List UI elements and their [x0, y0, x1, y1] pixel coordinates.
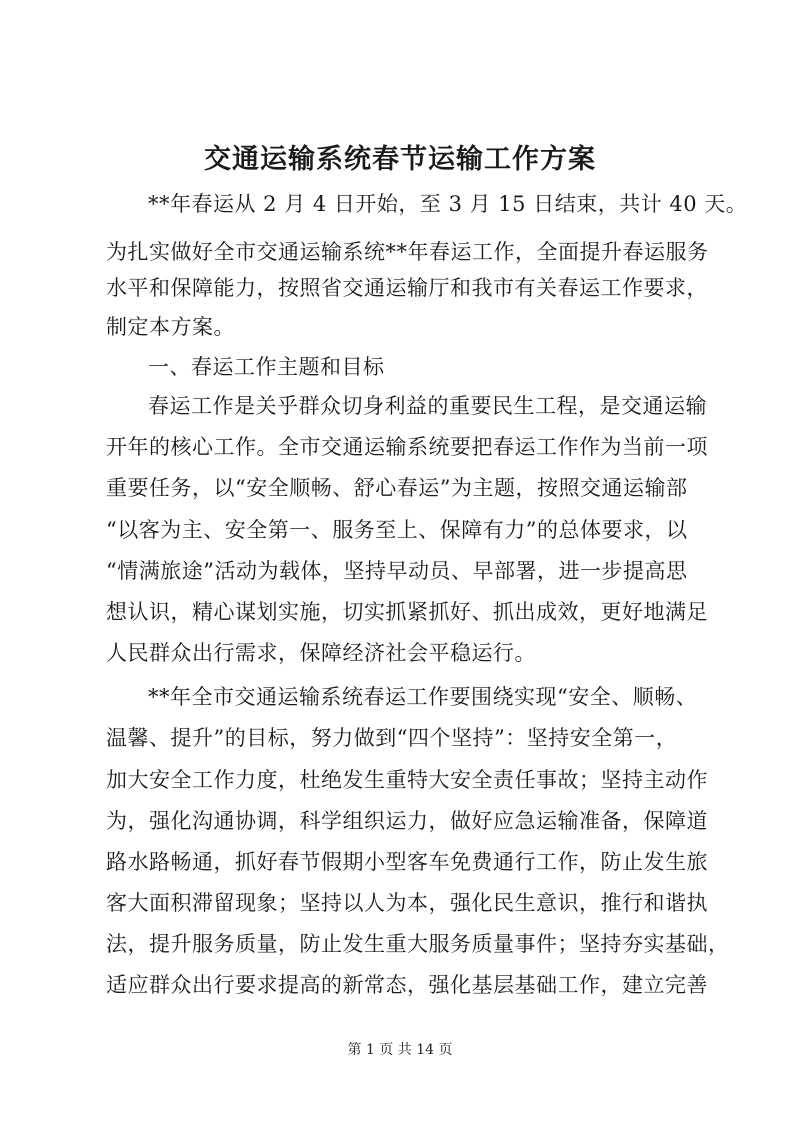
paragraph-line: 水平和保障能力，按照省交通运输厅和我市有关春运工作要求，	[106, 276, 708, 300]
paragraph-line: 客大面积滞留现象；坚持以人为本，强化民生意识，推行和谐执	[106, 891, 708, 915]
paragraph-line: 加大安全工作力度，杜绝发生重特大安全责任事故；坚持主动作	[106, 768, 708, 792]
paragraph-line: “情满旅途”活动为载体，坚持早动员、早部署，进一步提高思	[106, 559, 688, 583]
paragraph-line: 路水路畅通，抓好春节假期小型客车免费通行工作，防止发生旅	[106, 850, 708, 874]
page-number: 第 1 页 共 14 页	[347, 1042, 453, 1058]
paragraph-line: “以客为主、安全第一、服务至上、保障有力”的总体要求，以	[106, 518, 688, 542]
paragraph-line: 开年的核心工作。全市交通运输系统要把春运工作作为当前一项	[106, 435, 708, 459]
paragraph-line: 想认识，精心谋划实施，切实抓紧抓好、抓出成效，更好地满足	[106, 600, 708, 624]
paragraph-line: 法，提升服务质量，防止发生重大服务质量事件；坚持夯实基础，	[106, 932, 730, 956]
paragraph-line: 温馨、提升”的目标，努力做到“四个坚持”：坚持安全第一，	[106, 726, 678, 750]
paragraph-line: 春运工作是关乎群众切身利益的重要民生工程，是交通运输	[148, 394, 707, 418]
paragraph-line: **年全市交通运输系统春运工作要围绕实现“安全、顺畅、	[148, 685, 698, 709]
paragraph-line: 适应群众出行要求提高的新常态，强化基层基础工作，建立完善	[106, 973, 708, 997]
paragraph-line: **年春运从 2 月 4 日开始，至 3 月 15 日结束，共计 40 天。	[148, 192, 748, 216]
paragraph-line: 重要任务，以“安全顺畅、舒心春运”为主题，按照交通运输部	[106, 476, 688, 500]
paragraph-line: 制定本方案。	[106, 315, 235, 339]
paragraph-line: 人民群众出行需求，保障经济社会平稳运行。	[106, 641, 536, 665]
paragraph-line: 为，强化沟通协调，科学组织运力，做好应急运输准备，保障道	[106, 809, 708, 833]
paragraph-line: 为扎实做好全市交通运输系统**年春运工作，全面提升春运服务	[106, 240, 709, 264]
section-heading: 一、春运工作主题和目标	[148, 355, 385, 379]
document-title: 交通运输系统春节运输工作方案	[204, 144, 596, 175]
